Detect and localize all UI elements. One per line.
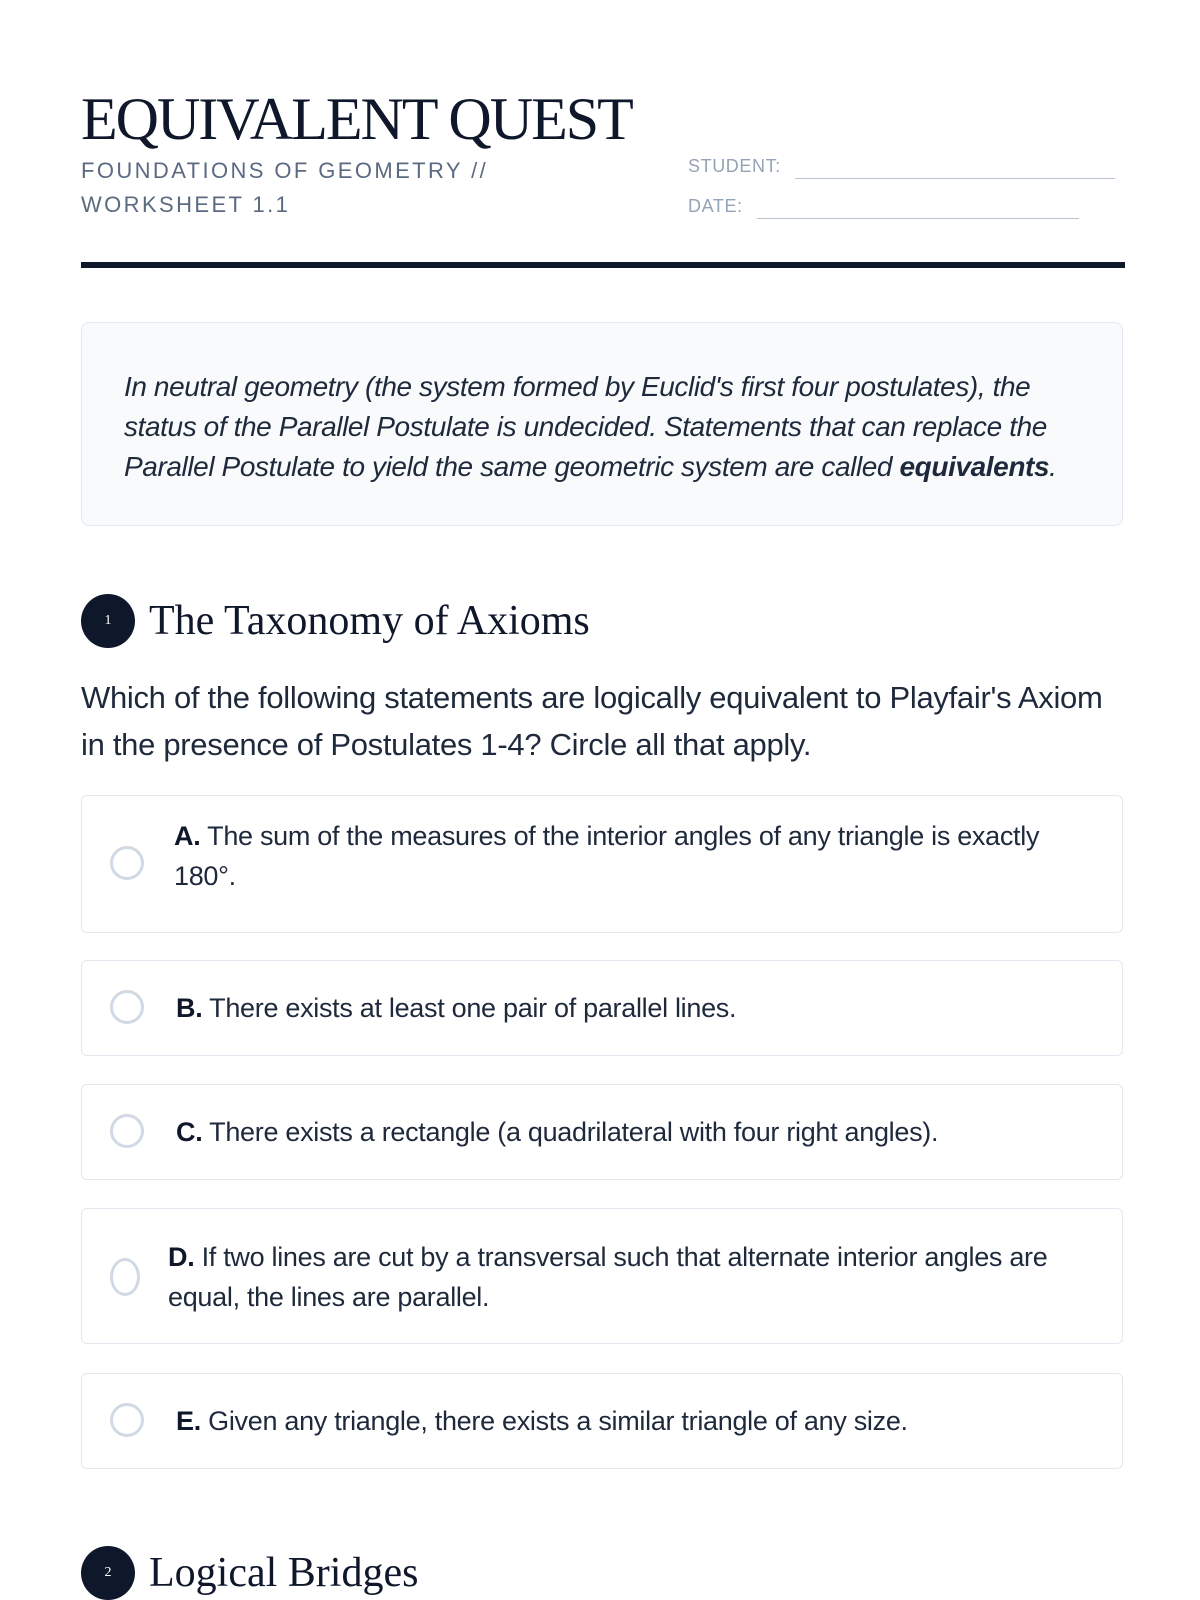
option-statement: There exists at least one pair of parallel lines.: [209, 993, 737, 1023]
option-statement: Given any triangle, there exists a similar triangle of any size.: [208, 1406, 908, 1436]
date-label: DATE:: [688, 196, 743, 216]
student-field: [688, 156, 1115, 177]
student-label: STUDENT:: [688, 156, 781, 176]
radio-circle-icon[interactable]: [110, 846, 144, 880]
intro-callout: [81, 322, 1123, 526]
worksheet-title: EQUIVALENT QUEST: [81, 86, 632, 152]
radio-circle-icon[interactable]: [110, 1114, 144, 1148]
section-title: The Taxonomy of Axioms: [149, 598, 590, 644]
intro-text: In neutral geometry (the system formed by Euclid's first four postulates), the status of the Parallel Postulate is undecided. Statements that can replace the Parallel Postulate to yield the same geometric system are called: [124, 371, 1047, 482]
question-prompt: Which of the following statements are logically equivalent to Playfair's Axiom in the presence of Postulates 1-4? Circle all that apply.: [81, 680, 1103, 762]
option-statement: There exists a rectangle (a quadrilateral with four right angles).: [209, 1117, 939, 1147]
option-letter: C.: [176, 1117, 203, 1147]
option-statement: If two lines are cut by a transversal such that alternate interior angles are equal, the lines are parallel.: [168, 1242, 1048, 1312]
section-number-badge: 2: [81, 1546, 135, 1600]
intro-text-end: .: [1049, 451, 1057, 482]
section-title: Logical Bridges: [149, 1550, 419, 1596]
worksheet-subtitle: FOUNDATIONS OF GEOMETRY // WORKSHEET 1.1: [81, 158, 489, 217]
option-statement: The sum of the measures of the interior angles of any triangle is exactly 180°.: [174, 821, 1040, 891]
option-c[interactable]: [81, 1084, 1123, 1180]
intro-bold-term: equivalents: [899, 451, 1050, 482]
section-heading-1: [81, 594, 590, 648]
option-letter: E.: [176, 1406, 201, 1436]
option-b[interactable]: [81, 960, 1123, 1056]
header-divider: [81, 262, 1125, 268]
option-letter: B.: [176, 993, 203, 1023]
date-field: [688, 196, 1079, 217]
option-text: [176, 1401, 1096, 1441]
worksheet-header: [81, 0, 1125, 270]
radio-circle-icon[interactable]: [110, 1258, 140, 1296]
section-number-badge: 1: [81, 594, 135, 648]
section-heading-2: [81, 1546, 418, 1600]
option-a[interactable]: [81, 795, 1123, 933]
option-text: [176, 988, 1096, 1028]
date-blank-line[interactable]: [757, 218, 1079, 219]
radio-circle-icon[interactable]: [110, 1403, 144, 1437]
worksheet-page: [81, 0, 1125, 1596]
option-text: [168, 1237, 1098, 1317]
option-text: [174, 816, 1094, 896]
radio-circle-icon[interactable]: [110, 990, 144, 1024]
option-text: [176, 1112, 1096, 1152]
option-letter: D.: [168, 1242, 195, 1272]
option-d[interactable]: [81, 1208, 1123, 1344]
option-letter: A.: [174, 821, 201, 851]
option-e[interactable]: [81, 1373, 1123, 1469]
student-blank-line[interactable]: [795, 178, 1115, 179]
